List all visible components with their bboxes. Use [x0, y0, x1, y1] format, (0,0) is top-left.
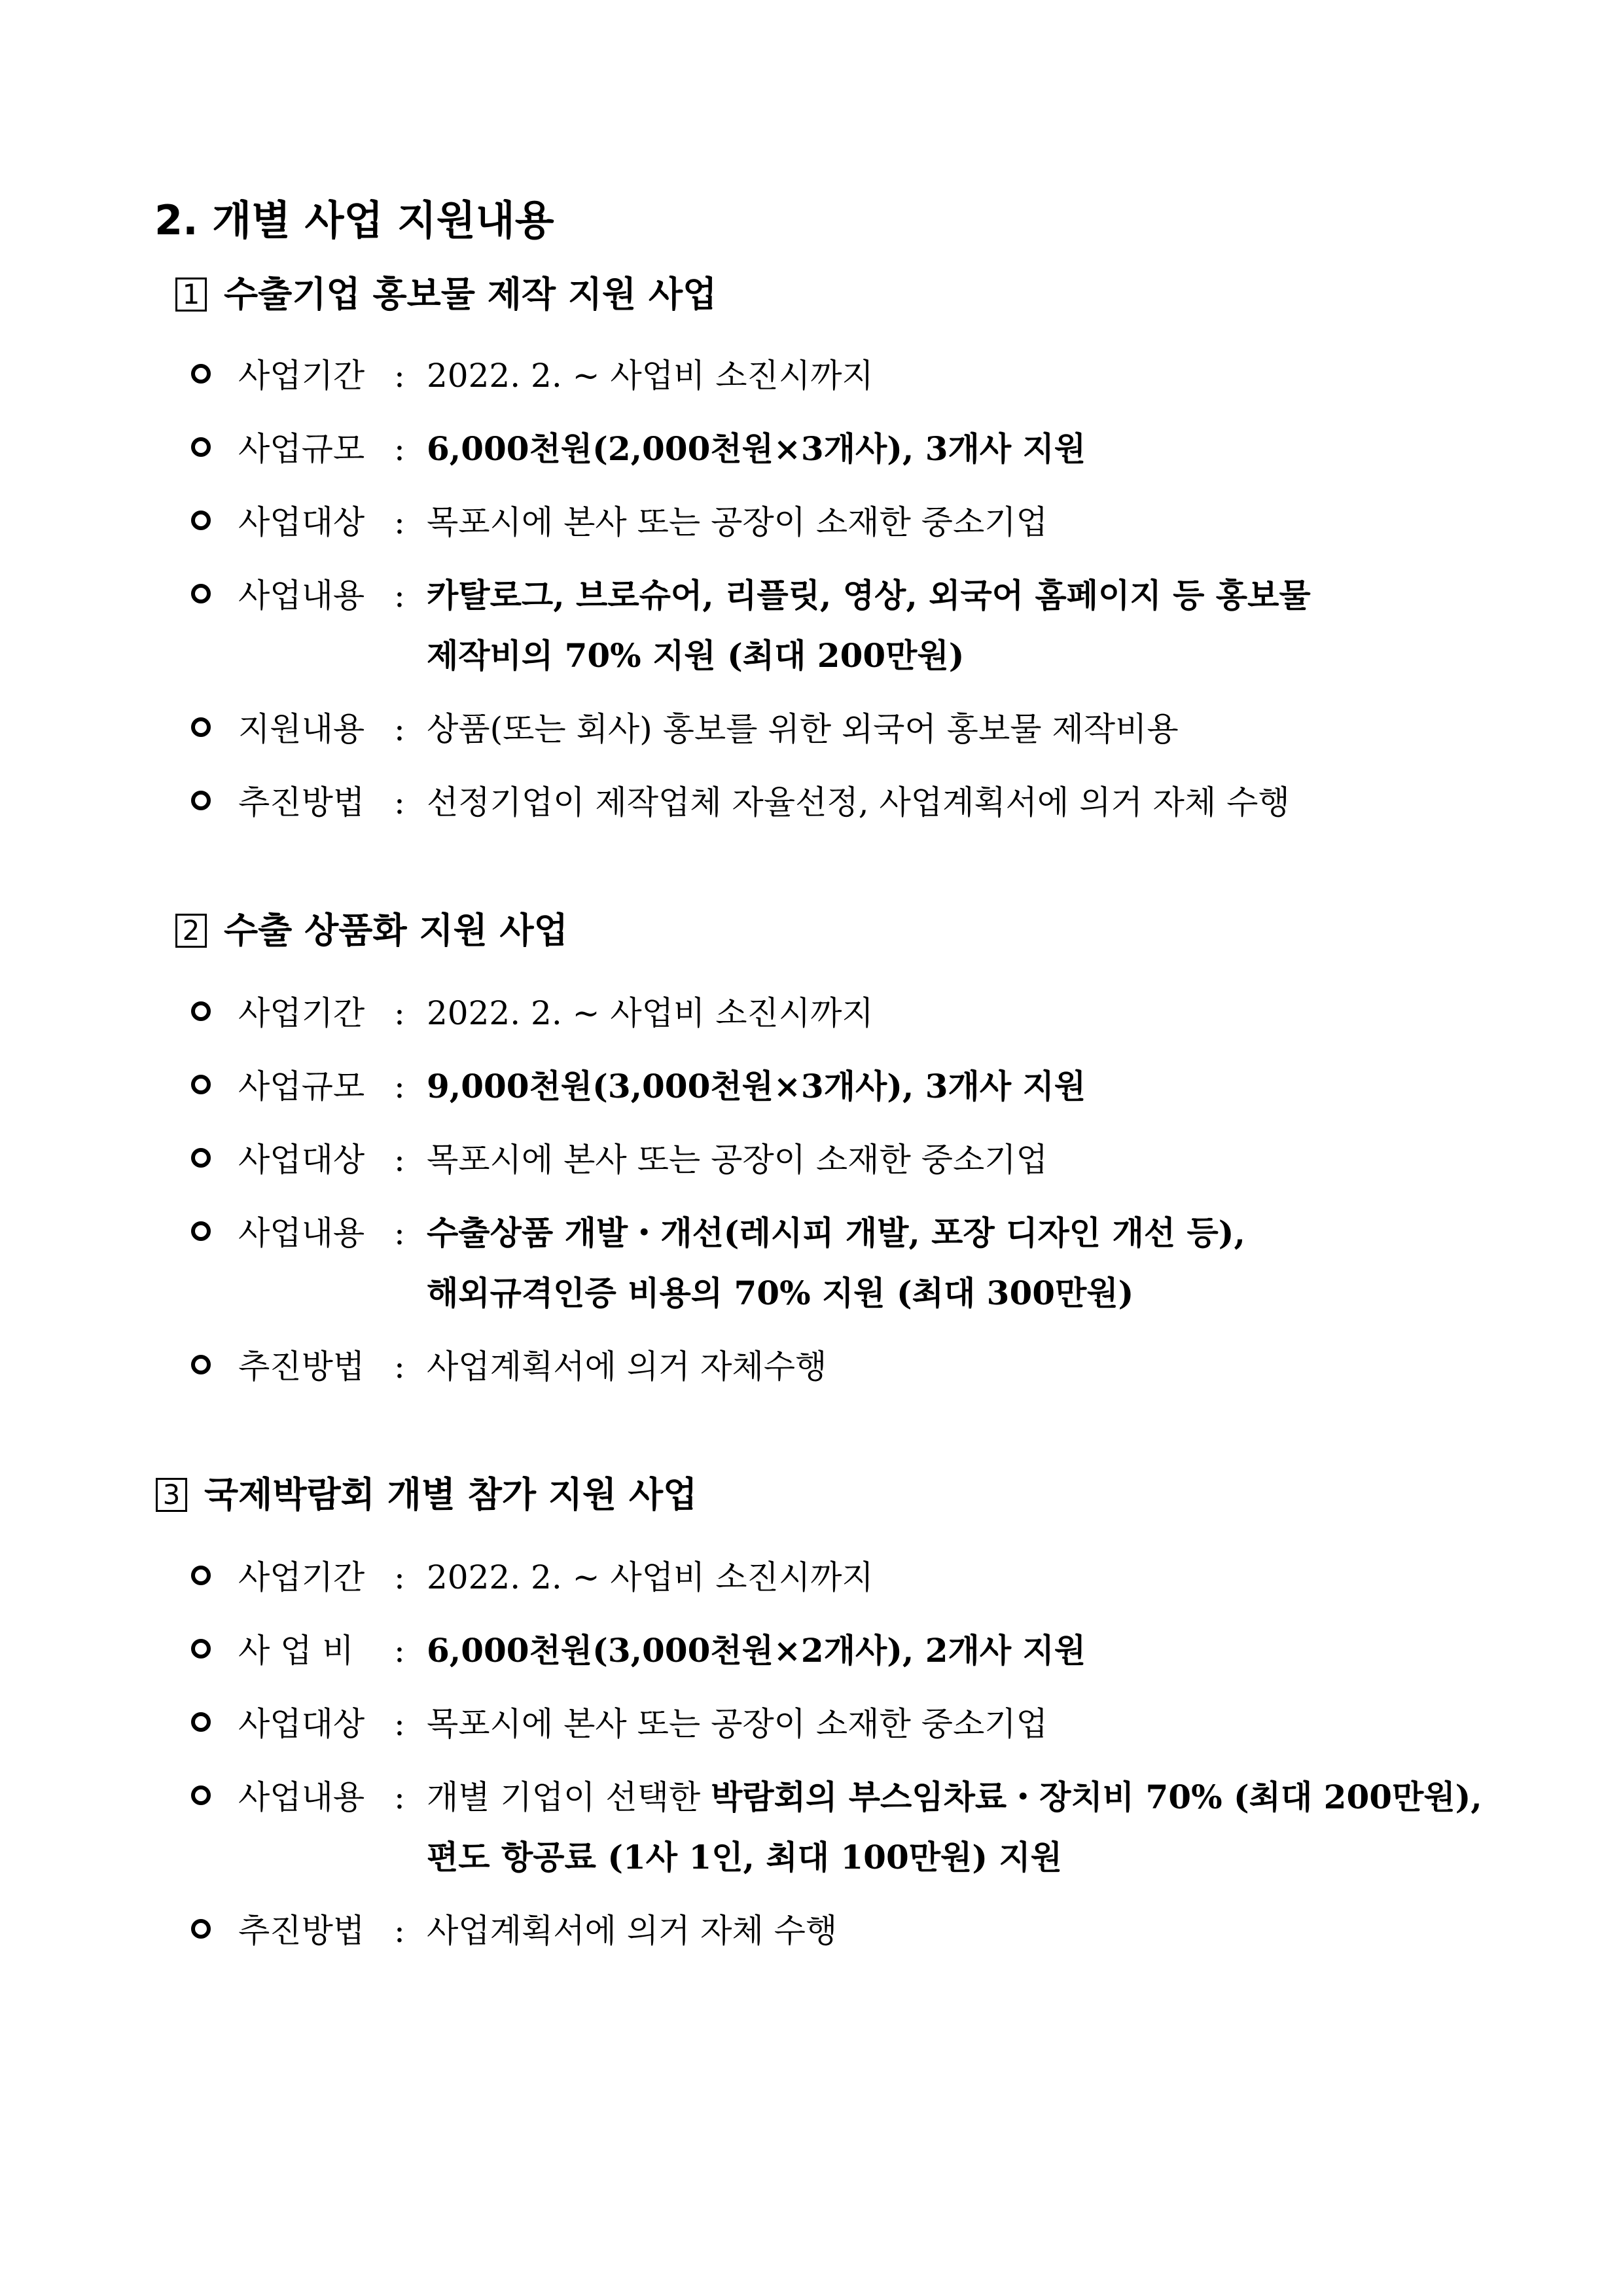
section-heading-2	[175, 910, 568, 952]
item-value: 카탈로그, 브로슈어, 리플릿, 영상, 외국어 홈페이지 등 홍보물 제작비의 70% 지원 (최대 200만원)	[427, 576, 1311, 675]
item-value: 사업계획서에 의거 자체 수행	[427, 1912, 838, 1950]
item-value: 6,000천원(2,000천원×3개사), 3개사 지원	[427, 429, 1086, 468]
section-number-box: 2	[175, 914, 207, 948]
item-label: 사업대상	[238, 1705, 365, 1743]
circle-bullet-icon	[191, 1566, 211, 1585]
item-label: 사업대상	[238, 1141, 365, 1179]
item-label: 사 업 비	[238, 1632, 354, 1670]
circle-bullet-icon	[191, 1712, 211, 1732]
item-label: 추진방법	[238, 1912, 365, 1950]
circle-bullet-icon	[191, 364, 211, 384]
page-title: 2. 개별 사업 지원내용	[154, 196, 554, 244]
item-label: 추진방법	[238, 1348, 365, 1386]
item-label: 사업내용	[238, 577, 365, 615]
circle-bullet-icon	[191, 1919, 211, 1939]
section-heading-text: 수출기업 홍보물 제작 지원 사업	[224, 274, 717, 315]
circle-bullet-icon	[191, 717, 211, 737]
item-value: 선정기업이 제작업체 자율선정, 사업계획서에 의거 자체 수행	[427, 783, 1290, 821]
item-label: 지원내용	[238, 710, 365, 748]
item-value: 상품(또는 회사) 홍보를 위한 외국어 홍보물 제작비용	[427, 710, 1179, 748]
section-number-box: 1	[175, 278, 207, 312]
circle-bullet-icon	[191, 1001, 211, 1021]
circle-bullet-icon	[191, 511, 211, 530]
circle-bullet-icon	[191, 1639, 211, 1659]
item-label: 사업규모	[238, 430, 365, 468]
item-value: 9,000천원(3,000천원×3개사), 3개사 지원	[427, 1067, 1086, 1105]
item-value: 수출상품 개발・개선(레시피 개발, 포장 디자인 개선 등), 해외규격인증 비용의 70% 지원 (최대 300만원)	[427, 1213, 1245, 1312]
item-value: 사업계획서에 의거 자체수행	[427, 1348, 827, 1386]
item-label: 사업규모	[238, 1067, 365, 1105]
item-value: 2022. 2. ~ 사업비 소진시까지	[427, 994, 874, 1032]
section-heading-text: 국제박람회 개별 참가 지원 사업	[204, 1474, 698, 1515]
item-value: 개별 기업이 선택한 박람회의 부스임차료・장치비 70% (최대 200만원), 편도 항공료 (1사 1인, 최대 100만원) 지원	[427, 1778, 1482, 1876]
section-number-box: 3	[156, 1478, 187, 1512]
item-value: 2022. 2. ~ 사업비 소진시까지	[427, 1558, 874, 1596]
section-heading-1	[175, 274, 717, 316]
item-label: 사업기간	[238, 1558, 365, 1596]
item-value: 2022. 2. ~ 사업비 소진시까지	[427, 357, 874, 395]
item-value: 6,000천원(3,000천원×2개사), 2개사 지원	[427, 1631, 1086, 1670]
circle-bullet-icon	[191, 584, 211, 603]
item-label: 사업기간	[238, 994, 365, 1032]
item-label: 사업대상	[238, 503, 365, 541]
circle-bullet-icon	[191, 437, 211, 457]
section-heading-3	[156, 1474, 697, 1516]
circle-bullet-icon	[191, 1785, 211, 1805]
circle-bullet-icon	[191, 791, 211, 810]
section-heading-text: 수출 상품화 지원 사업	[224, 910, 568, 951]
item-label: 추진방법	[238, 783, 365, 821]
circle-bullet-icon	[191, 1221, 211, 1241]
item-label: 사업기간	[238, 357, 365, 395]
item-value: 목포시에 본사 또는 공장이 소재한 중소기업	[427, 1141, 1048, 1179]
item-value: 목포시에 본사 또는 공장이 소재한 중소기업	[427, 503, 1048, 541]
circle-bullet-icon	[191, 1075, 211, 1094]
circle-bullet-icon	[191, 1148, 211, 1168]
item-label: 사업내용	[238, 1214, 365, 1252]
item-value: 목포시에 본사 또는 공장이 소재한 중소기업	[427, 1705, 1048, 1743]
circle-bullet-icon	[191, 1355, 211, 1374]
item-label: 사업내용	[238, 1778, 365, 1816]
